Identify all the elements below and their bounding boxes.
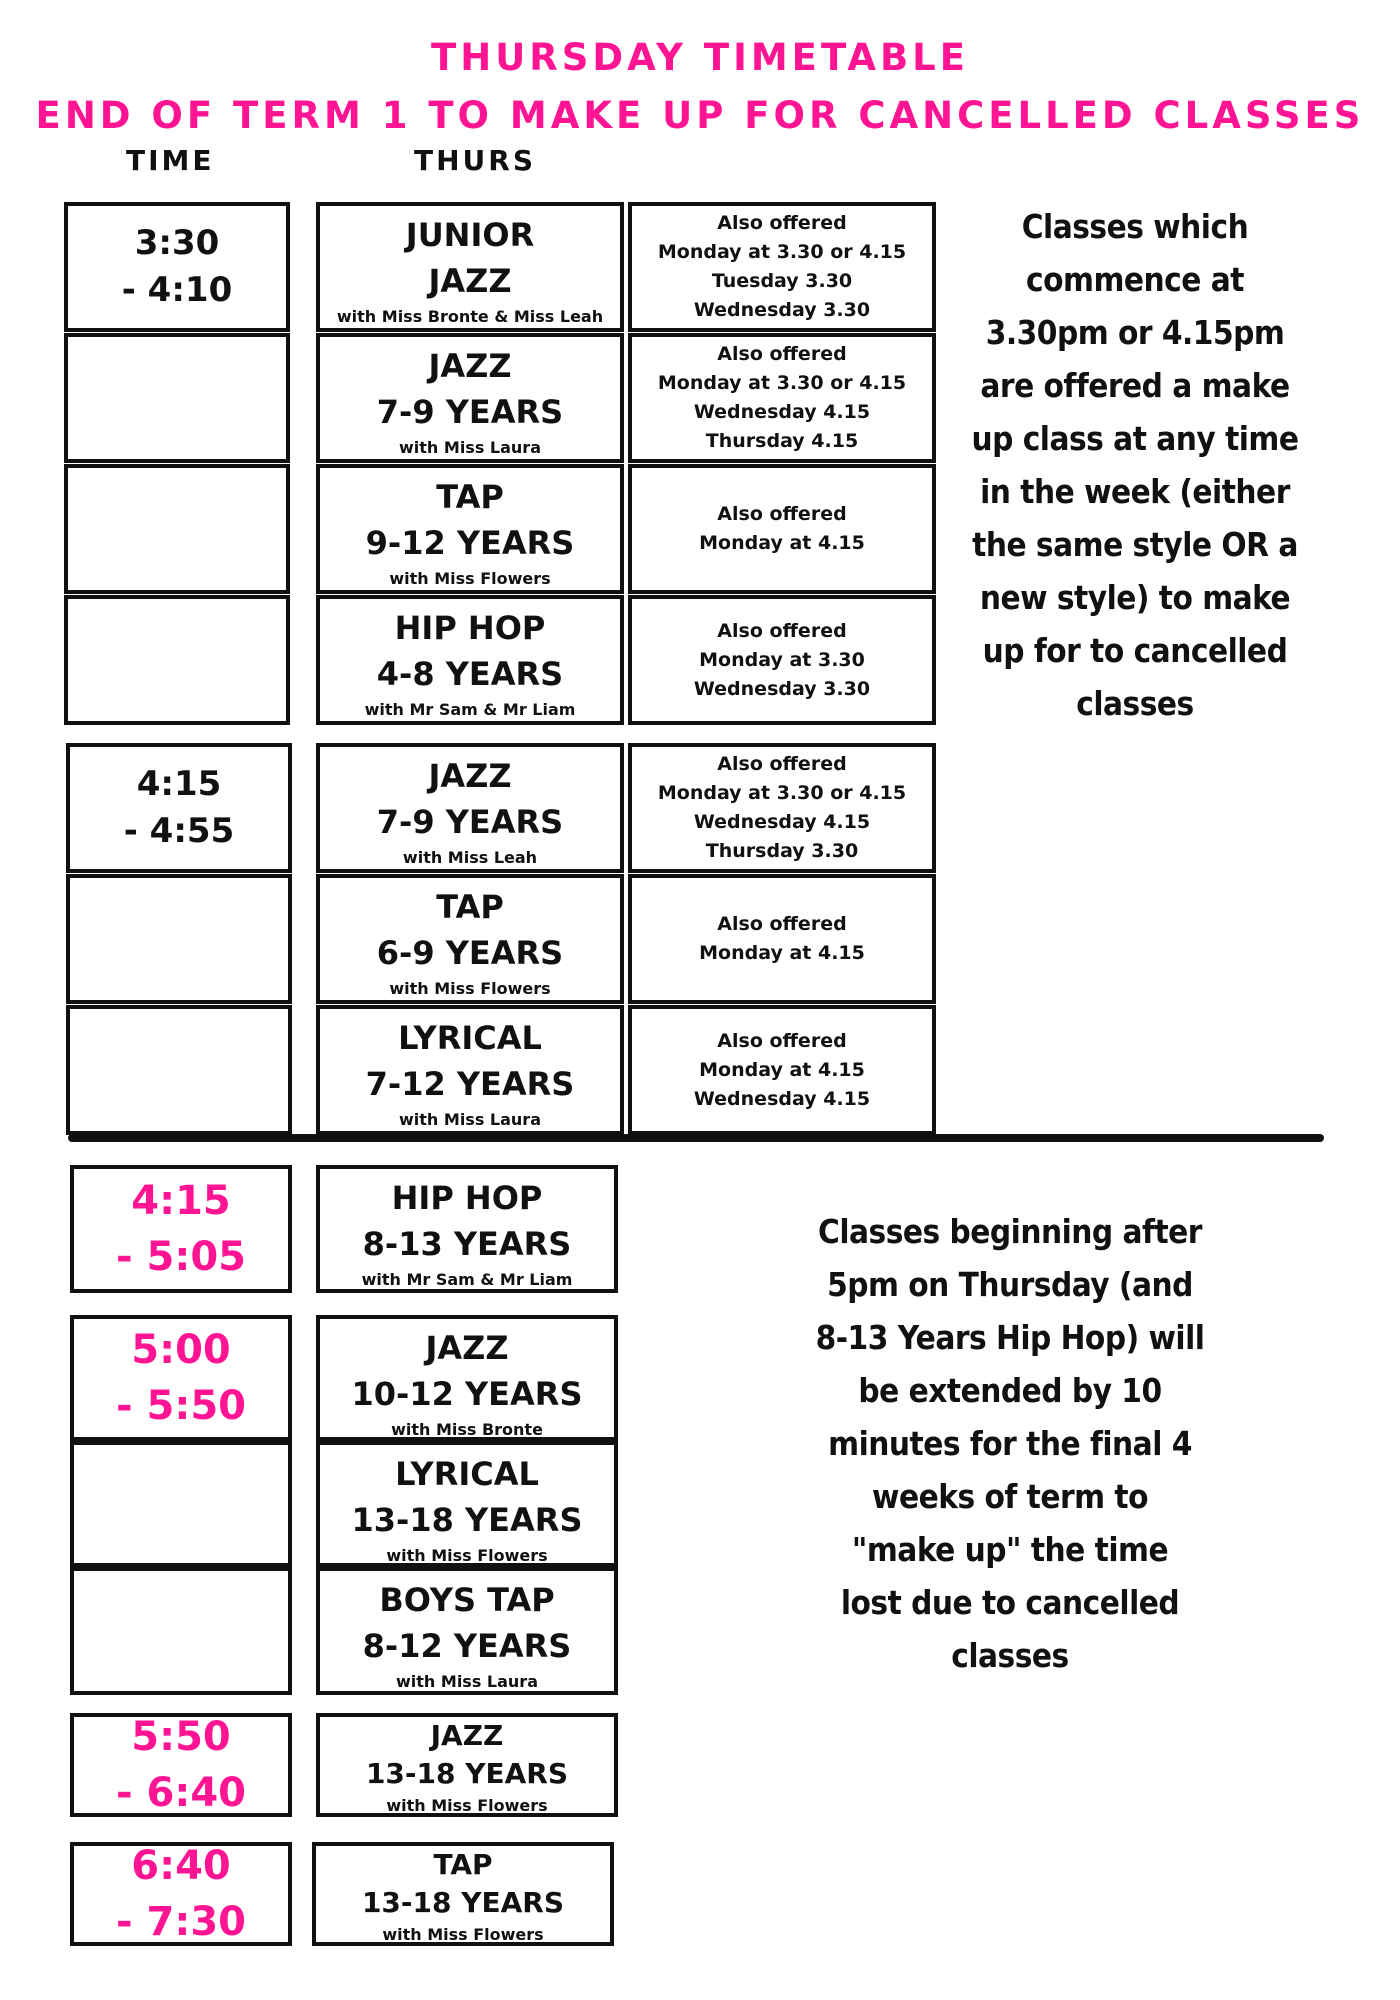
class-age: 7-9 YEARS bbox=[376, 393, 564, 431]
page-subtitle: END OF TERM 1 TO MAKE UP FOR CANCELLED CLASSES bbox=[35, 94, 1365, 137]
note-line: classes bbox=[951, 1636, 1069, 1675]
also-line: Also offered bbox=[717, 343, 847, 365]
also-offered-jazz-7-9-leah bbox=[628, 743, 936, 873]
makeup-note-top bbox=[960, 200, 1310, 730]
time-start: 3:30 bbox=[134, 223, 220, 263]
note-line: the same style OR a bbox=[972, 525, 1298, 564]
note-line: "make up" the time bbox=[851, 1530, 1169, 1569]
note-line: new style) to make bbox=[979, 578, 1291, 617]
page-title: THURSDAY TIMETABLE bbox=[430, 36, 970, 79]
class-teacher: with Mr Sam & Mr Liam bbox=[361, 1270, 573, 1289]
class-teacher: with Miss Flowers bbox=[389, 569, 551, 588]
time-start: 4:15 bbox=[131, 1178, 231, 1224]
note-line: lost due to cancelled bbox=[840, 1583, 1180, 1622]
time-start: 5:00 bbox=[131, 1327, 231, 1373]
class-teacher: with Miss Flowers bbox=[389, 979, 551, 998]
also-line: Wednesday 3.30 bbox=[693, 299, 871, 321]
class-age: 6-9 YEARS bbox=[376, 934, 564, 972]
class-teacher: with Miss Flowers bbox=[382, 1925, 544, 1944]
time-column-header: TIME bbox=[126, 144, 215, 177]
note-line: weeks of term to bbox=[872, 1477, 1148, 1516]
time-slot-empty bbox=[70, 1567, 292, 1695]
time-start: 6:40 bbox=[131, 1843, 231, 1889]
class-jazz-7-9-leah bbox=[316, 743, 624, 873]
class-age: 13-18 YEARS bbox=[351, 1501, 583, 1539]
also-line: Thursday 4.15 bbox=[705, 430, 859, 452]
also-line: Wednesday 4.15 bbox=[693, 401, 871, 423]
class-teacher: with Miss Laura bbox=[396, 1672, 538, 1691]
class-age: 8-12 YEARS bbox=[362, 1627, 572, 1665]
also-line: Monday at 3.30 or 4.15 bbox=[657, 372, 907, 394]
time-slot-500-550 bbox=[70, 1315, 292, 1441]
class-hiphop-4-8 bbox=[316, 595, 624, 725]
class-name: LYRICAL bbox=[398, 1019, 542, 1057]
note-line: classes bbox=[1076, 684, 1194, 723]
also-line: Wednesday 3.30 bbox=[693, 677, 871, 700]
class-teacher: with Miss Bronte & Miss Leah bbox=[336, 307, 604, 326]
time-end: - 4:10 bbox=[121, 270, 233, 310]
class-teacher: with Mr Sam & Mr Liam bbox=[364, 700, 576, 719]
class-name: TAP bbox=[436, 888, 504, 926]
note-line: 8-13 Years Hip Hop) will bbox=[815, 1318, 1205, 1357]
class-age: 8-13 YEARS bbox=[362, 1225, 572, 1263]
class-name: LYRICAL bbox=[395, 1455, 539, 1493]
time-end: - 5:05 bbox=[115, 1234, 247, 1280]
time-slot-empty bbox=[64, 333, 290, 463]
extension-note-bottom bbox=[810, 1205, 1210, 1682]
thurs-column-header: THURS bbox=[414, 144, 536, 177]
also-offered-tap-6-9 bbox=[628, 874, 936, 1004]
class-age: 7-9 YEARS bbox=[376, 803, 564, 841]
also-line: Monday at 3.30 bbox=[699, 648, 865, 671]
also-line: Monday at 3.30 or 4.15 bbox=[657, 241, 907, 263]
also-offered-lyrical-7-12 bbox=[628, 1005, 936, 1135]
class-lyrical-13-18 bbox=[316, 1441, 618, 1567]
class-lyrical-7-12 bbox=[316, 1005, 624, 1135]
also-offered-tap-9-12 bbox=[628, 464, 936, 594]
note-line: in the week (either bbox=[980, 472, 1290, 511]
class-name: BOYS TAP bbox=[379, 1581, 555, 1619]
also-line: Also offered bbox=[717, 503, 847, 525]
also-line: Monday at 4.15 bbox=[699, 1058, 865, 1081]
section-divider bbox=[68, 1134, 1324, 1142]
class-teacher: with Miss Flowers bbox=[386, 1546, 548, 1565]
time-end: - 6:40 bbox=[115, 1770, 247, 1816]
also-offered-jazz-7-9 bbox=[628, 333, 936, 463]
class-name: JAZZ bbox=[428, 347, 512, 385]
class-name: TAP bbox=[436, 478, 504, 516]
note-line: minutes for the final 4 bbox=[828, 1424, 1192, 1463]
class-age: 10-12 YEARS bbox=[351, 1375, 583, 1413]
time-end: - 7:30 bbox=[115, 1899, 247, 1945]
time-slot-550-640 bbox=[70, 1713, 292, 1817]
class-junior-jazz bbox=[316, 202, 624, 332]
time-slot-415 bbox=[66, 743, 292, 873]
note-line: commence at bbox=[1026, 260, 1244, 299]
class-age: 9-12 YEARS bbox=[365, 524, 575, 562]
also-offered-junior-jazz bbox=[628, 202, 936, 332]
class-age: 4-8 YEARS bbox=[376, 655, 564, 693]
also-line: Monday at 4.15 bbox=[699, 942, 865, 964]
time-slot-empty bbox=[64, 595, 290, 725]
time-start: 4:15 bbox=[136, 764, 222, 804]
class-teacher: with Miss Bronte bbox=[391, 1420, 543, 1439]
class-teacher: with Miss Laura bbox=[399, 438, 541, 457]
note-line: 5pm on Thursday (and bbox=[827, 1265, 1193, 1304]
time-slot-330 bbox=[64, 202, 290, 332]
also-line: Also offered bbox=[717, 619, 847, 642]
time-end: - 4:55 bbox=[123, 811, 235, 851]
note-line: Classes which bbox=[1021, 207, 1249, 246]
note-line: be extended by 10 bbox=[858, 1371, 1162, 1410]
time-slot-empty bbox=[70, 1441, 292, 1567]
class-jazz-13-18 bbox=[316, 1713, 618, 1817]
class-tap-13-18 bbox=[312, 1842, 614, 1946]
time-end: - 5:50 bbox=[115, 1383, 247, 1429]
class-teacher: with Miss Leah bbox=[402, 848, 538, 867]
class-age: 13-18 YEARS bbox=[365, 1757, 569, 1790]
also-line: Also offered bbox=[717, 1029, 847, 1052]
also-line: Wednesday 4.15 bbox=[693, 811, 871, 833]
class-boys-tap-8-12 bbox=[316, 1567, 618, 1695]
also-line: Thursday 3.30 bbox=[705, 840, 859, 862]
note-line: up class at any time bbox=[971, 419, 1299, 458]
class-age: 13-18 YEARS bbox=[361, 1886, 565, 1919]
class-name: HIP HOP bbox=[394, 609, 546, 647]
note-line: are offered a make bbox=[980, 366, 1290, 405]
class-jazz-10-12 bbox=[316, 1315, 618, 1441]
note-line: up for to cancelled bbox=[982, 631, 1288, 670]
class-teacher: with Miss Flowers bbox=[386, 1796, 548, 1815]
class-age: 7-12 YEARS bbox=[365, 1065, 575, 1103]
also-line: Tuesday 3.30 bbox=[711, 270, 853, 292]
class-name: JUNIOR bbox=[405, 216, 535, 254]
class-tap-9-12 bbox=[316, 464, 624, 594]
time-slot-415-505 bbox=[70, 1165, 292, 1293]
also-line: Wednesday 4.15 bbox=[693, 1087, 871, 1110]
note-line: 3.30pm or 4.15pm bbox=[985, 313, 1285, 352]
class-hiphop-8-13 bbox=[316, 1165, 618, 1293]
also-line: Also offered bbox=[717, 212, 847, 234]
time-slot-empty bbox=[66, 1005, 292, 1135]
also-offered-hiphop-4-8 bbox=[628, 595, 936, 725]
class-name: JAZZ bbox=[430, 1719, 504, 1752]
class-name: JAZZ bbox=[425, 1329, 509, 1367]
also-line: Also offered bbox=[717, 913, 847, 935]
class-tap-6-9 bbox=[316, 874, 624, 1004]
also-line: Monday at 4.15 bbox=[699, 532, 865, 554]
class-age: JAZZ bbox=[428, 262, 512, 300]
time-start: 5:50 bbox=[131, 1714, 231, 1760]
note-line: Classes beginning after bbox=[818, 1212, 1202, 1251]
class-name: TAP bbox=[433, 1848, 493, 1881]
class-name: JAZZ bbox=[428, 757, 512, 795]
class-jazz-7-9 bbox=[316, 333, 624, 463]
time-slot-empty bbox=[64, 464, 290, 594]
class-name: HIP HOP bbox=[391, 1179, 543, 1217]
time-slot-640-730 bbox=[70, 1842, 292, 1946]
also-line: Also offered bbox=[717, 753, 847, 775]
also-line: Monday at 3.30 or 4.15 bbox=[657, 782, 907, 804]
time-slot-empty bbox=[66, 874, 292, 1004]
class-teacher: with Miss Laura bbox=[399, 1110, 541, 1129]
